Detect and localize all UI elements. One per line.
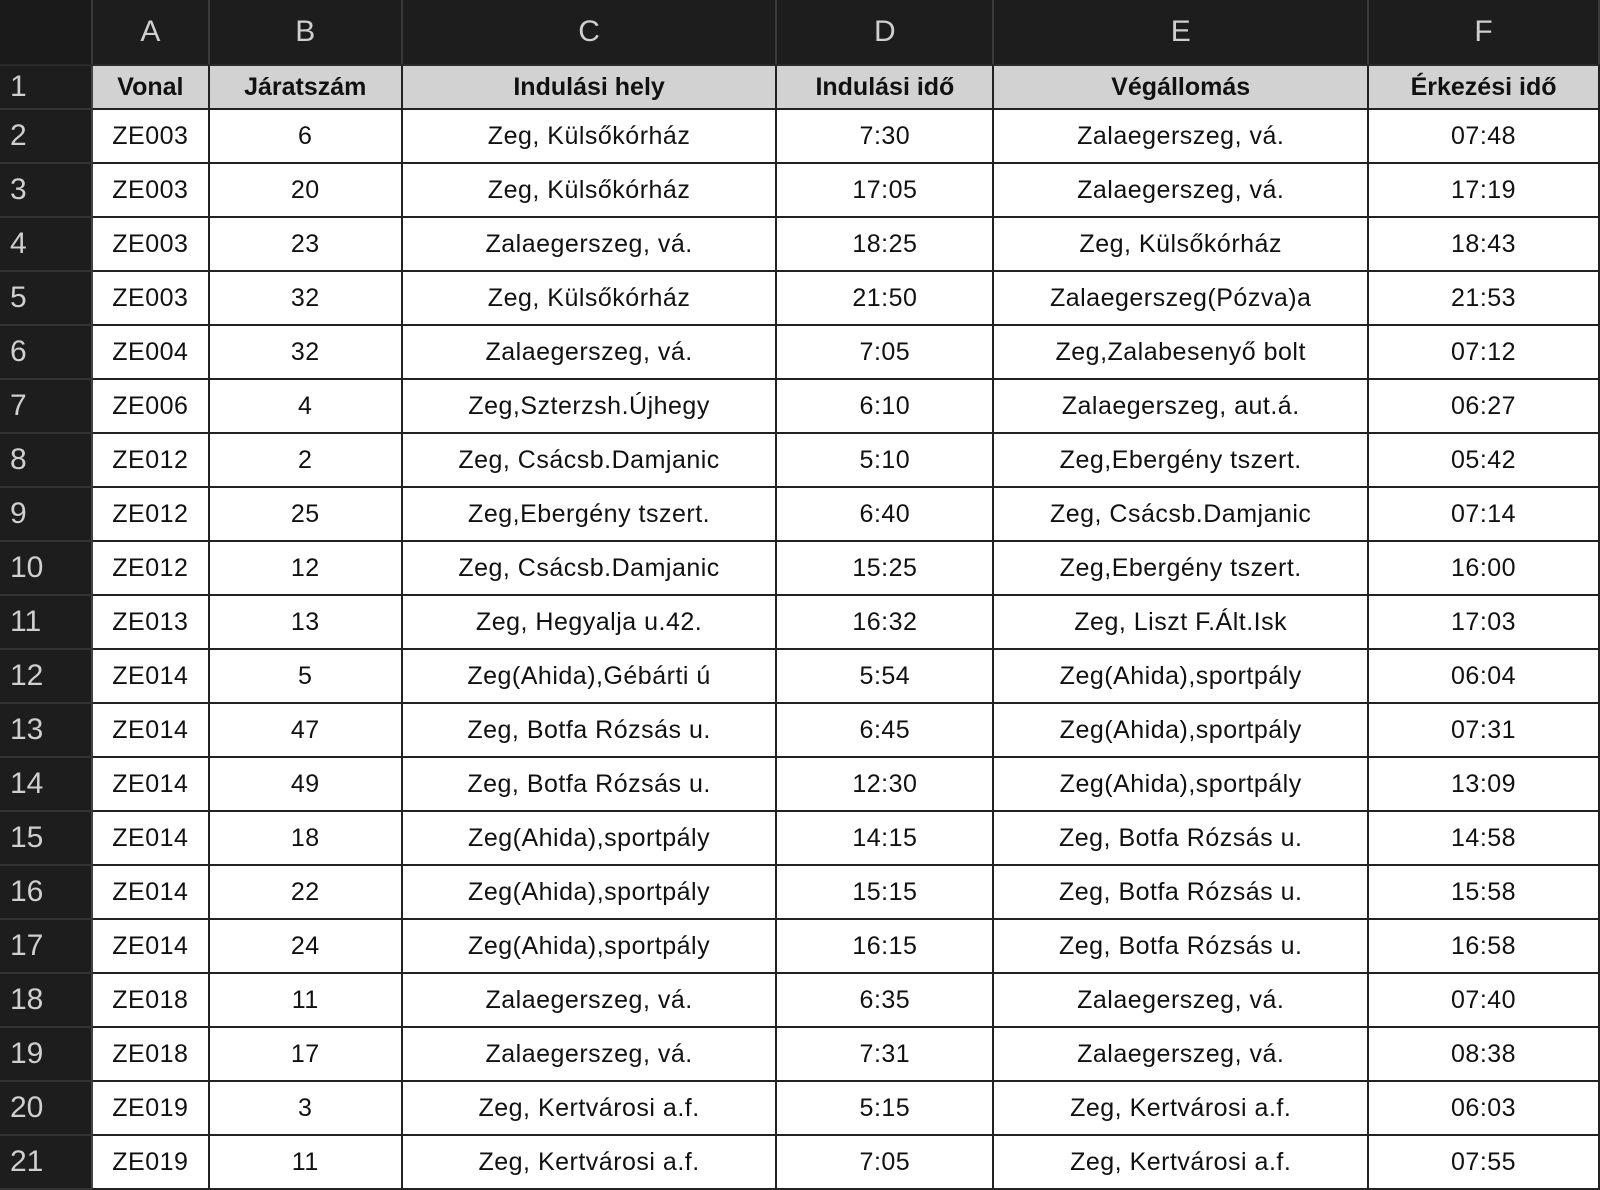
cell-indulasi-hely[interactable]: Zalaegerszeg, vá.	[402, 1027, 777, 1081]
cell-erkezesi-ido[interactable]: 07:14	[1368, 487, 1599, 541]
cell-erkezesi-ido[interactable]: 07:40	[1368, 973, 1599, 1027]
cell-vonal[interactable]: ZE006	[92, 379, 209, 433]
cell-jaratszam[interactable]: 25	[209, 487, 402, 541]
table-row	[0, 163, 1599, 217]
cell-vonal[interactable]: ZE018	[92, 1027, 209, 1081]
cell-jaratszam[interactable]: 17	[209, 1027, 402, 1081]
cell-jaratszam[interactable]: 32	[209, 325, 402, 379]
cell-jaratszam[interactable]: 3	[209, 1081, 402, 1135]
cell-indulasi-hely[interactable]: Zeg, Kertvárosi a.f.	[402, 1081, 777, 1135]
cell-indulasi-hely[interactable]: Zeg, Csácsb.Damjanic	[402, 433, 777, 487]
cell-header-indulasi-hely[interactable]: Indulási hely	[402, 65, 777, 109]
row-header[interactable]: 4	[0, 217, 92, 271]
cell-indulasi-ido[interactable]: 6:40	[776, 487, 993, 541]
cell-indulasi-hely[interactable]: Zeg, Külsőkórház	[402, 163, 777, 217]
cell-vegallomas[interactable]: Zeg, Kertvárosi a.f.	[993, 1081, 1368, 1135]
table-row	[0, 703, 1599, 757]
row-header[interactable]: 18	[0, 973, 92, 1027]
cell-indulasi-hely[interactable]: Zalaegerszeg, vá.	[402, 217, 777, 271]
row-header[interactable]: 16	[0, 865, 92, 919]
cell-vegallomas[interactable]: Zeg, Kertvárosi a.f.	[993, 1135, 1368, 1189]
cell-jaratszam[interactable]: 6	[209, 109, 402, 163]
cell-vonal[interactable]: ZE019	[92, 1081, 209, 1135]
cell-indulasi-hely[interactable]: Zalaegerszeg, vá.	[402, 325, 777, 379]
cell-erkezesi-ido[interactable]: 06:04	[1368, 649, 1599, 703]
cell-vonal[interactable]: ZE019	[92, 1135, 209, 1189]
cell-indulasi-hely[interactable]: Zeg, Kertvárosi a.f.	[402, 1135, 777, 1189]
cell-vonal[interactable]: ZE003	[92, 217, 209, 271]
table-row	[0, 541, 1599, 595]
cell-vegallomas[interactable]: Zeg, Botfa Rózsás u.	[993, 865, 1368, 919]
cell-indulasi-hely[interactable]: Zeg,Szterzsh.Újhegy	[402, 379, 777, 433]
cell-indulasi-hely[interactable]: Zeg(Ahida),sportpály	[402, 865, 777, 919]
cell-vegallomas[interactable]: Zeg,Ebergény tszert.	[993, 541, 1368, 595]
cell-header-erkezesi-ido[interactable]: Érkezési idő	[1368, 65, 1599, 109]
cell-indulasi-ido[interactable]: 18:25	[776, 217, 993, 271]
cell-erkezesi-ido[interactable]: 07:48	[1368, 109, 1599, 163]
cell-erkezesi-ido[interactable]: 08:38	[1368, 1027, 1599, 1081]
cell-vegallomas[interactable]: Zeg, Csácsb.Damjanic	[993, 487, 1368, 541]
column-header-d[interactable]: D	[776, 0, 993, 65]
cell-erkezesi-ido[interactable]: 18:43	[1368, 217, 1599, 271]
cell-vegallomas[interactable]: Zeg, Liszt F.Ált.Isk	[993, 595, 1368, 649]
cell-vonal[interactable]: ZE012	[92, 541, 209, 595]
cell-vonal[interactable]: ZE003	[92, 109, 209, 163]
table-row	[0, 973, 1599, 1027]
cell-vegallomas[interactable]: Zeg(Ahida),sportpály	[993, 703, 1368, 757]
cell-indulasi-ido[interactable]: 7:05	[776, 1135, 993, 1189]
table-row	[0, 487, 1599, 541]
table-row	[0, 595, 1599, 649]
cell-vegallomas[interactable]: Zeg,Ebergény tszert.	[993, 433, 1368, 487]
cell-vegallomas[interactable]: Zalaegerszeg, aut.á.	[993, 379, 1368, 433]
row-header[interactable]: 3	[0, 163, 92, 217]
cell-header-vegallomas[interactable]: Végállomás	[993, 65, 1368, 109]
table-row	[0, 919, 1599, 973]
cell-vonal[interactable]: ZE013	[92, 595, 209, 649]
cell-vonal[interactable]: ZE014	[92, 649, 209, 703]
row-header[interactable]: 10	[0, 541, 92, 595]
row-header[interactable]: 13	[0, 703, 92, 757]
cell-vonal[interactable]: ZE014	[92, 865, 209, 919]
cell-indulasi-hely[interactable]: Zeg, Botfa Rózsás u.	[402, 757, 777, 811]
column-header-c[interactable]: C	[402, 0, 777, 65]
cell-indulasi-ido[interactable]: 15:25	[776, 541, 993, 595]
cell-indulasi-hely[interactable]: Zeg, Hegyalja u.42.	[402, 595, 777, 649]
cell-indulasi-ido[interactable]: 21:50	[776, 271, 993, 325]
row-header[interactable]: 15	[0, 811, 92, 865]
cell-indulasi-hely[interactable]: Zalaegerszeg, vá.	[402, 973, 777, 1027]
cell-vegallomas[interactable]: Zeg(Ahida),sportpály	[993, 649, 1368, 703]
cell-indulasi-hely[interactable]: Zeg, Külsőkórház	[402, 109, 777, 163]
cell-header-indulasi-ido[interactable]: Indulási idő	[776, 65, 993, 109]
table-row	[0, 1027, 1599, 1081]
cell-jaratszam[interactable]: 23	[209, 217, 402, 271]
cell-vegallomas[interactable]: Zalaegerszeg, vá.	[993, 1027, 1368, 1081]
cell-erkezesi-ido[interactable]: 07:55	[1368, 1135, 1599, 1189]
select-all-corner[interactable]	[0, 0, 92, 65]
cell-erkezesi-ido[interactable]: 17:19	[1368, 163, 1599, 217]
column-header-e[interactable]: E	[993, 0, 1368, 65]
cell-jaratszam[interactable]: 4	[209, 379, 402, 433]
row-header[interactable]: 6	[0, 325, 92, 379]
cell-vegallomas[interactable]: Zeg, Botfa Rózsás u.	[993, 811, 1368, 865]
row-header[interactable]: 14	[0, 757, 92, 811]
row-header[interactable]: 2	[0, 109, 92, 163]
table-row	[0, 433, 1599, 487]
cell-vegallomas[interactable]: Zalaegerszeg, vá.	[993, 109, 1368, 163]
column-header-f[interactable]: F	[1368, 0, 1599, 65]
cell-indulasi-hely[interactable]: Zeg, Botfa Rózsás u.	[402, 703, 777, 757]
cell-jaratszam[interactable]: 18	[209, 811, 402, 865]
cell-erkezesi-ido[interactable]: 21:53	[1368, 271, 1599, 325]
cell-vegallomas[interactable]: Zeg,Zalabesenyő bolt	[993, 325, 1368, 379]
table-row	[0, 109, 1599, 163]
cell-indulasi-hely[interactable]: Zeg(Ahida),sportpály	[402, 811, 777, 865]
cell-indulasi-ido[interactable]: 7:31	[776, 1027, 993, 1081]
cell-indulasi-ido[interactable]: 16:15	[776, 919, 993, 973]
cell-indulasi-hely[interactable]: Zeg, Csácsb.Damjanic	[402, 541, 777, 595]
cell-jaratszam[interactable]: 2	[209, 433, 402, 487]
row-header[interactable]: 1	[0, 65, 92, 109]
table-row	[0, 217, 1599, 271]
cell-indulasi-ido[interactable]: 5:15	[776, 1081, 993, 1135]
cell-indulasi-ido[interactable]: 17:05	[776, 163, 993, 217]
cell-jaratszam[interactable]: 13	[209, 595, 402, 649]
cell-vonal[interactable]: ZE003	[92, 163, 209, 217]
cell-erkezesi-ido[interactable]: 05:42	[1368, 433, 1599, 487]
table-row	[0, 865, 1599, 919]
cell-indulasi-ido[interactable]: 15:15	[776, 865, 993, 919]
cell-vonal[interactable]: ZE014	[92, 703, 209, 757]
cell-erkezesi-ido[interactable]: 06:03	[1368, 1081, 1599, 1135]
cell-jaratszam[interactable]: 24	[209, 919, 402, 973]
table-header-row	[0, 65, 1599, 109]
cell-erkezesi-ido[interactable]: 16:58	[1368, 919, 1599, 973]
cell-vonal[interactable]: ZE012	[92, 487, 209, 541]
cell-indulasi-ido[interactable]: 6:45	[776, 703, 993, 757]
cell-vonal[interactable]: ZE014	[92, 811, 209, 865]
row-header[interactable]: 19	[0, 1027, 92, 1081]
cell-erkezesi-ido[interactable]: 15:58	[1368, 865, 1599, 919]
cell-vegallomas[interactable]: Zalaegerszeg(Pózva)a	[993, 271, 1368, 325]
cell-jaratszam[interactable]: 11	[209, 1135, 402, 1189]
cell-indulasi-ido[interactable]: 5:10	[776, 433, 993, 487]
cell-jaratszam[interactable]: 12	[209, 541, 402, 595]
cell-indulasi-hely[interactable]: Zeg(Ahida),sportpály	[402, 919, 777, 973]
table-row	[0, 271, 1599, 325]
cell-erkezesi-ido[interactable]: 07:12	[1368, 325, 1599, 379]
cell-header-jaratszam[interactable]: Járatszám	[209, 65, 402, 109]
cell-header-vonal[interactable]: Vonal	[92, 65, 209, 109]
cell-erkezesi-ido[interactable]: 07:31	[1368, 703, 1599, 757]
cell-vegallomas[interactable]: Zeg, Botfa Rózsás u.	[993, 919, 1368, 973]
cell-vegallomas[interactable]: Zeg, Külsőkórház	[993, 217, 1368, 271]
cell-erkezesi-ido[interactable]: 13:09	[1368, 757, 1599, 811]
table-row	[0, 1081, 1599, 1135]
cell-vonal[interactable]: ZE014	[92, 919, 209, 973]
cell-vonal[interactable]: ZE014	[92, 757, 209, 811]
cell-vonal[interactable]: ZE018	[92, 973, 209, 1027]
row-header[interactable]: 17	[0, 919, 92, 973]
cell-indulasi-ido[interactable]: 16:32	[776, 595, 993, 649]
row-header[interactable]: 8	[0, 433, 92, 487]
table-row	[0, 757, 1599, 811]
cell-jaratszam[interactable]: 5	[209, 649, 402, 703]
cell-indulasi-ido[interactable]: 6:10	[776, 379, 993, 433]
cell-indulasi-ido[interactable]: 7:30	[776, 109, 993, 163]
cell-indulasi-hely[interactable]: Zeg(Ahida),Gébárti ú	[402, 649, 777, 703]
row-header[interactable]: 7	[0, 379, 92, 433]
cell-indulasi-hely[interactable]: Zeg,Ebergény tszert.	[402, 487, 777, 541]
column-header-row	[0, 0, 1599, 65]
column-header-a[interactable]: A	[92, 0, 209, 65]
cell-vegallomas[interactable]: Zalaegerszeg, vá.	[993, 163, 1368, 217]
cell-vegallomas[interactable]: Zalaegerszeg, vá.	[993, 973, 1368, 1027]
cell-jaratszam[interactable]: 22	[209, 865, 402, 919]
cell-erkezesi-ido[interactable]: 16:00	[1368, 541, 1599, 595]
row-header[interactable]: 9	[0, 487, 92, 541]
cell-jaratszam[interactable]: 20	[209, 163, 402, 217]
cell-jaratszam[interactable]: 11	[209, 973, 402, 1027]
table-row	[0, 811, 1599, 865]
table-row	[0, 379, 1599, 433]
column-header-b[interactable]: B	[209, 0, 402, 65]
cell-vegallomas[interactable]: Zeg(Ahida),sportpály	[993, 757, 1368, 811]
cell-vonal[interactable]: ZE004	[92, 325, 209, 379]
cell-indulasi-ido[interactable]: 14:15	[776, 811, 993, 865]
cell-indulasi-ido[interactable]: 6:35	[776, 973, 993, 1027]
cell-erkezesi-ido[interactable]: 14:58	[1368, 811, 1599, 865]
row-header[interactable]: 12	[0, 649, 92, 703]
cell-jaratszam[interactable]: 49	[209, 757, 402, 811]
cell-erkezesi-ido[interactable]: 17:03	[1368, 595, 1599, 649]
row-header[interactable]: 5	[0, 271, 92, 325]
row-header[interactable]: 21	[0, 1135, 92, 1189]
table-row	[0, 649, 1599, 703]
cell-indulasi-ido[interactable]: 12:30	[776, 757, 993, 811]
cell-indulasi-ido[interactable]: 7:05	[776, 325, 993, 379]
row-header[interactable]: 11	[0, 595, 92, 649]
table-row	[0, 325, 1599, 379]
cell-vonal[interactable]: ZE012	[92, 433, 209, 487]
cell-indulasi-ido[interactable]: 5:54	[776, 649, 993, 703]
cell-vonal[interactable]: ZE003	[92, 271, 209, 325]
row-header[interactable]: 20	[0, 1081, 92, 1135]
cell-erkezesi-ido[interactable]: 06:27	[1368, 379, 1599, 433]
cell-indulasi-hely[interactable]: Zeg, Külsőkórház	[402, 271, 777, 325]
cell-jaratszam[interactable]: 47	[209, 703, 402, 757]
cell-jaratszam[interactable]: 32	[209, 271, 402, 325]
